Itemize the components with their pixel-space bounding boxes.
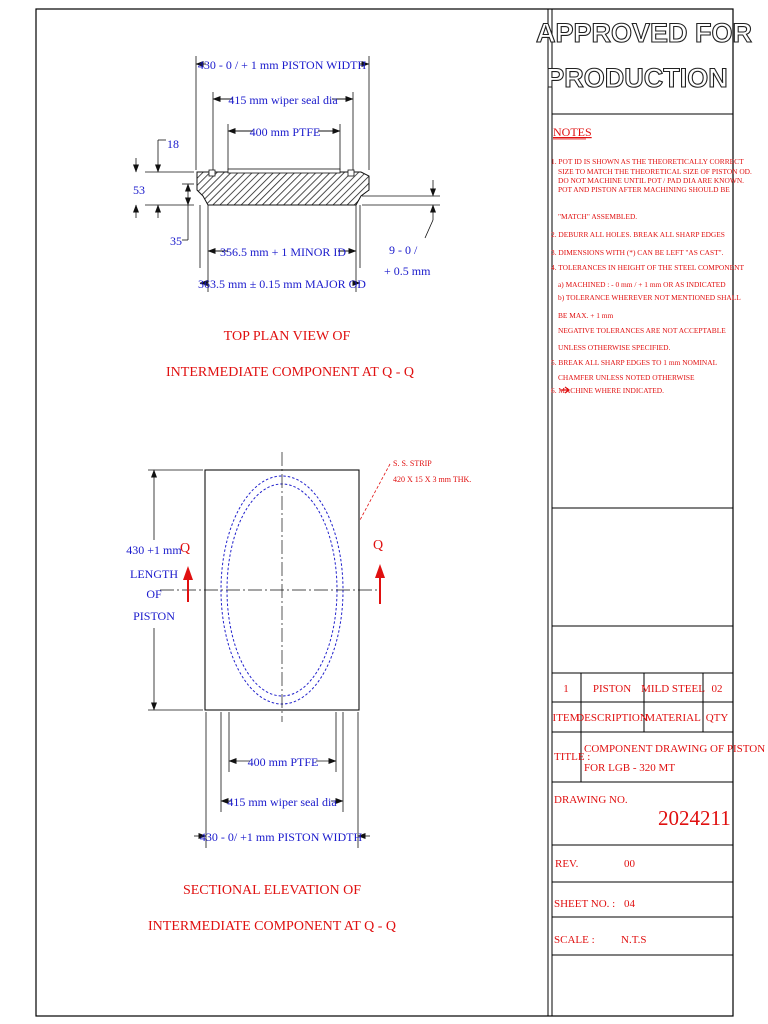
title-label: TITLE : xyxy=(554,751,591,763)
dim-35: 35 xyxy=(170,234,182,248)
drawing-number: 2024211 xyxy=(658,806,731,830)
dim-53: 53 xyxy=(133,183,145,197)
section-dim-width: 430 - 0/ +1 mm PISTON WIDTH xyxy=(199,830,363,844)
dim-9: 9 - 0 / xyxy=(389,243,418,257)
row-description: PISTON xyxy=(592,683,632,695)
note-line: a) MACHINED : - 0 mm / + 1 mm OR AS INDICATED xyxy=(558,280,726,289)
note-line: BE MAX. + 1 mm xyxy=(558,311,614,320)
length-label-3: OF xyxy=(146,587,162,601)
note-line: 5. BREAK ALL SHARP EDGES TO 1 mm NOMINAL xyxy=(551,358,718,367)
section-arrow-right-head-icon xyxy=(375,564,385,578)
note-line: DO NOT MACHINE UNTIL POT / PAD DIA ARE KNOWN. xyxy=(558,176,744,185)
strip-label-2: 420 X 15 X 3 mm THK. xyxy=(393,475,472,484)
header-material: MATERIAL xyxy=(645,712,701,724)
dim-wiper-seal: 415 mm wiper seal dia xyxy=(228,93,338,107)
dim-ptfe: 400 mm PTFE xyxy=(249,125,321,139)
header-item: ITEM xyxy=(552,712,580,724)
title-value-line-2: FOR LGB - 320 MT xyxy=(584,762,676,774)
sectional-elevation-view xyxy=(126,452,471,934)
notes-section xyxy=(551,125,752,395)
sheet-value: 04 xyxy=(624,898,635,910)
section-view-title-2: INTERMEDIATE COMPONENT AT Q - Q xyxy=(148,919,396,934)
revision-label: REV. xyxy=(555,858,579,870)
drawing-number-label: DRAWING NO. xyxy=(554,794,628,806)
note-line: "MATCH" ASSEMBLED. xyxy=(558,212,638,221)
notes-heading: NOTES xyxy=(553,125,592,139)
dim-minor-id: 356.5 mm + 1 MINOR ID xyxy=(219,245,347,259)
scale-value: N.T.S xyxy=(621,934,647,946)
note-line: 3. DIMENSIONS WITH (*) CAN BE LEFT "AS CAST". xyxy=(551,248,724,257)
row-qty: 02 xyxy=(711,683,723,695)
section-arrow-left-head-icon xyxy=(183,566,193,580)
note-line: 4. TOLERANCES IN HEIGHT OF THE STEEL COMPONENT xyxy=(551,263,744,272)
wiper-groove-right xyxy=(348,170,354,176)
dim-piston-width: 430 - 0 / + 1 mm PISTON WIDTH xyxy=(197,58,367,72)
length-label-4: PISTON xyxy=(133,609,175,623)
stamp-line-1: APPROVED FOR xyxy=(535,18,753,48)
dim-18: 18 xyxy=(167,137,179,151)
piston-section-hatch xyxy=(197,172,369,205)
note-line: b) TOLERANCE WHEREVER NOT MENTIONED SHALL xyxy=(558,293,741,302)
note-line: NEGATIVE TOLERANCES ARE NOT ACCEPTABLE xyxy=(558,326,726,335)
section-dim-wiper: 415 mm wiper seal dia xyxy=(227,795,337,809)
title-value-line-1: COMPONENT DRAWING OF PISTON xyxy=(584,743,766,755)
section-dim-ptfe: 400 mm PTFE xyxy=(247,755,319,769)
approval-stamp xyxy=(536,18,752,93)
note-line: 2. DEBURR ALL HOLES. BREAK ALL SHARP EDGES xyxy=(551,230,725,239)
row-material: MILD STEEL xyxy=(641,683,705,695)
title-block-grid xyxy=(552,508,733,955)
dim-9-tolerance: + 0.5 mm xyxy=(384,264,431,278)
wiper-groove-left xyxy=(209,170,215,176)
scale-label: SCALE : xyxy=(554,934,595,946)
note-line: CHAMFER UNLESS NOTED OTHERWISE xyxy=(558,373,695,382)
header-qty: QTY xyxy=(705,712,729,724)
length-label-1: 430 +1 mm xyxy=(126,543,182,557)
header-description: DESCRIPTION xyxy=(576,712,648,724)
section-label-left: Q xyxy=(180,541,191,556)
sheet-label: SHEET NO. : xyxy=(554,898,616,910)
dim-major-od: 363.5 mm ± 0.15 mm MAJOR OD xyxy=(198,277,366,291)
section-label-right: Q xyxy=(373,538,384,553)
length-label-2: LENGTH xyxy=(130,567,178,581)
top-view-title-2: INTERMEDIATE COMPONENT AT Q - Q xyxy=(166,365,414,380)
note-line: 6. MACHINE WHERE INDICATED. xyxy=(551,386,664,395)
revision-value: 00 xyxy=(624,858,635,870)
note-line: POT AND PISTON AFTER MACHINING SHOULD BE xyxy=(558,185,730,194)
row-item: 1 xyxy=(563,683,569,695)
stamp-line-2: PRODUCTION xyxy=(546,63,728,93)
note-line: UNLESS OTHERWISE SPECIFIED. xyxy=(558,343,671,352)
top-plan-view xyxy=(133,56,440,380)
strip-leader xyxy=(360,464,390,520)
strip-label-1: S. S. STRIP xyxy=(393,459,432,468)
top-view-title-1: TOP PLAN VIEW OF xyxy=(223,329,351,344)
note-line: 1. POT ID IS SHOWN AS THE THEORETICALLY CORRECT xyxy=(551,157,744,166)
section-view-title-1: SECTIONAL ELEVATION OF xyxy=(182,883,362,898)
note-line: SIZE TO MATCH THE THEORETICAL SIZE OF PISTON OD. xyxy=(558,167,752,176)
ptfe-recess xyxy=(228,169,340,173)
